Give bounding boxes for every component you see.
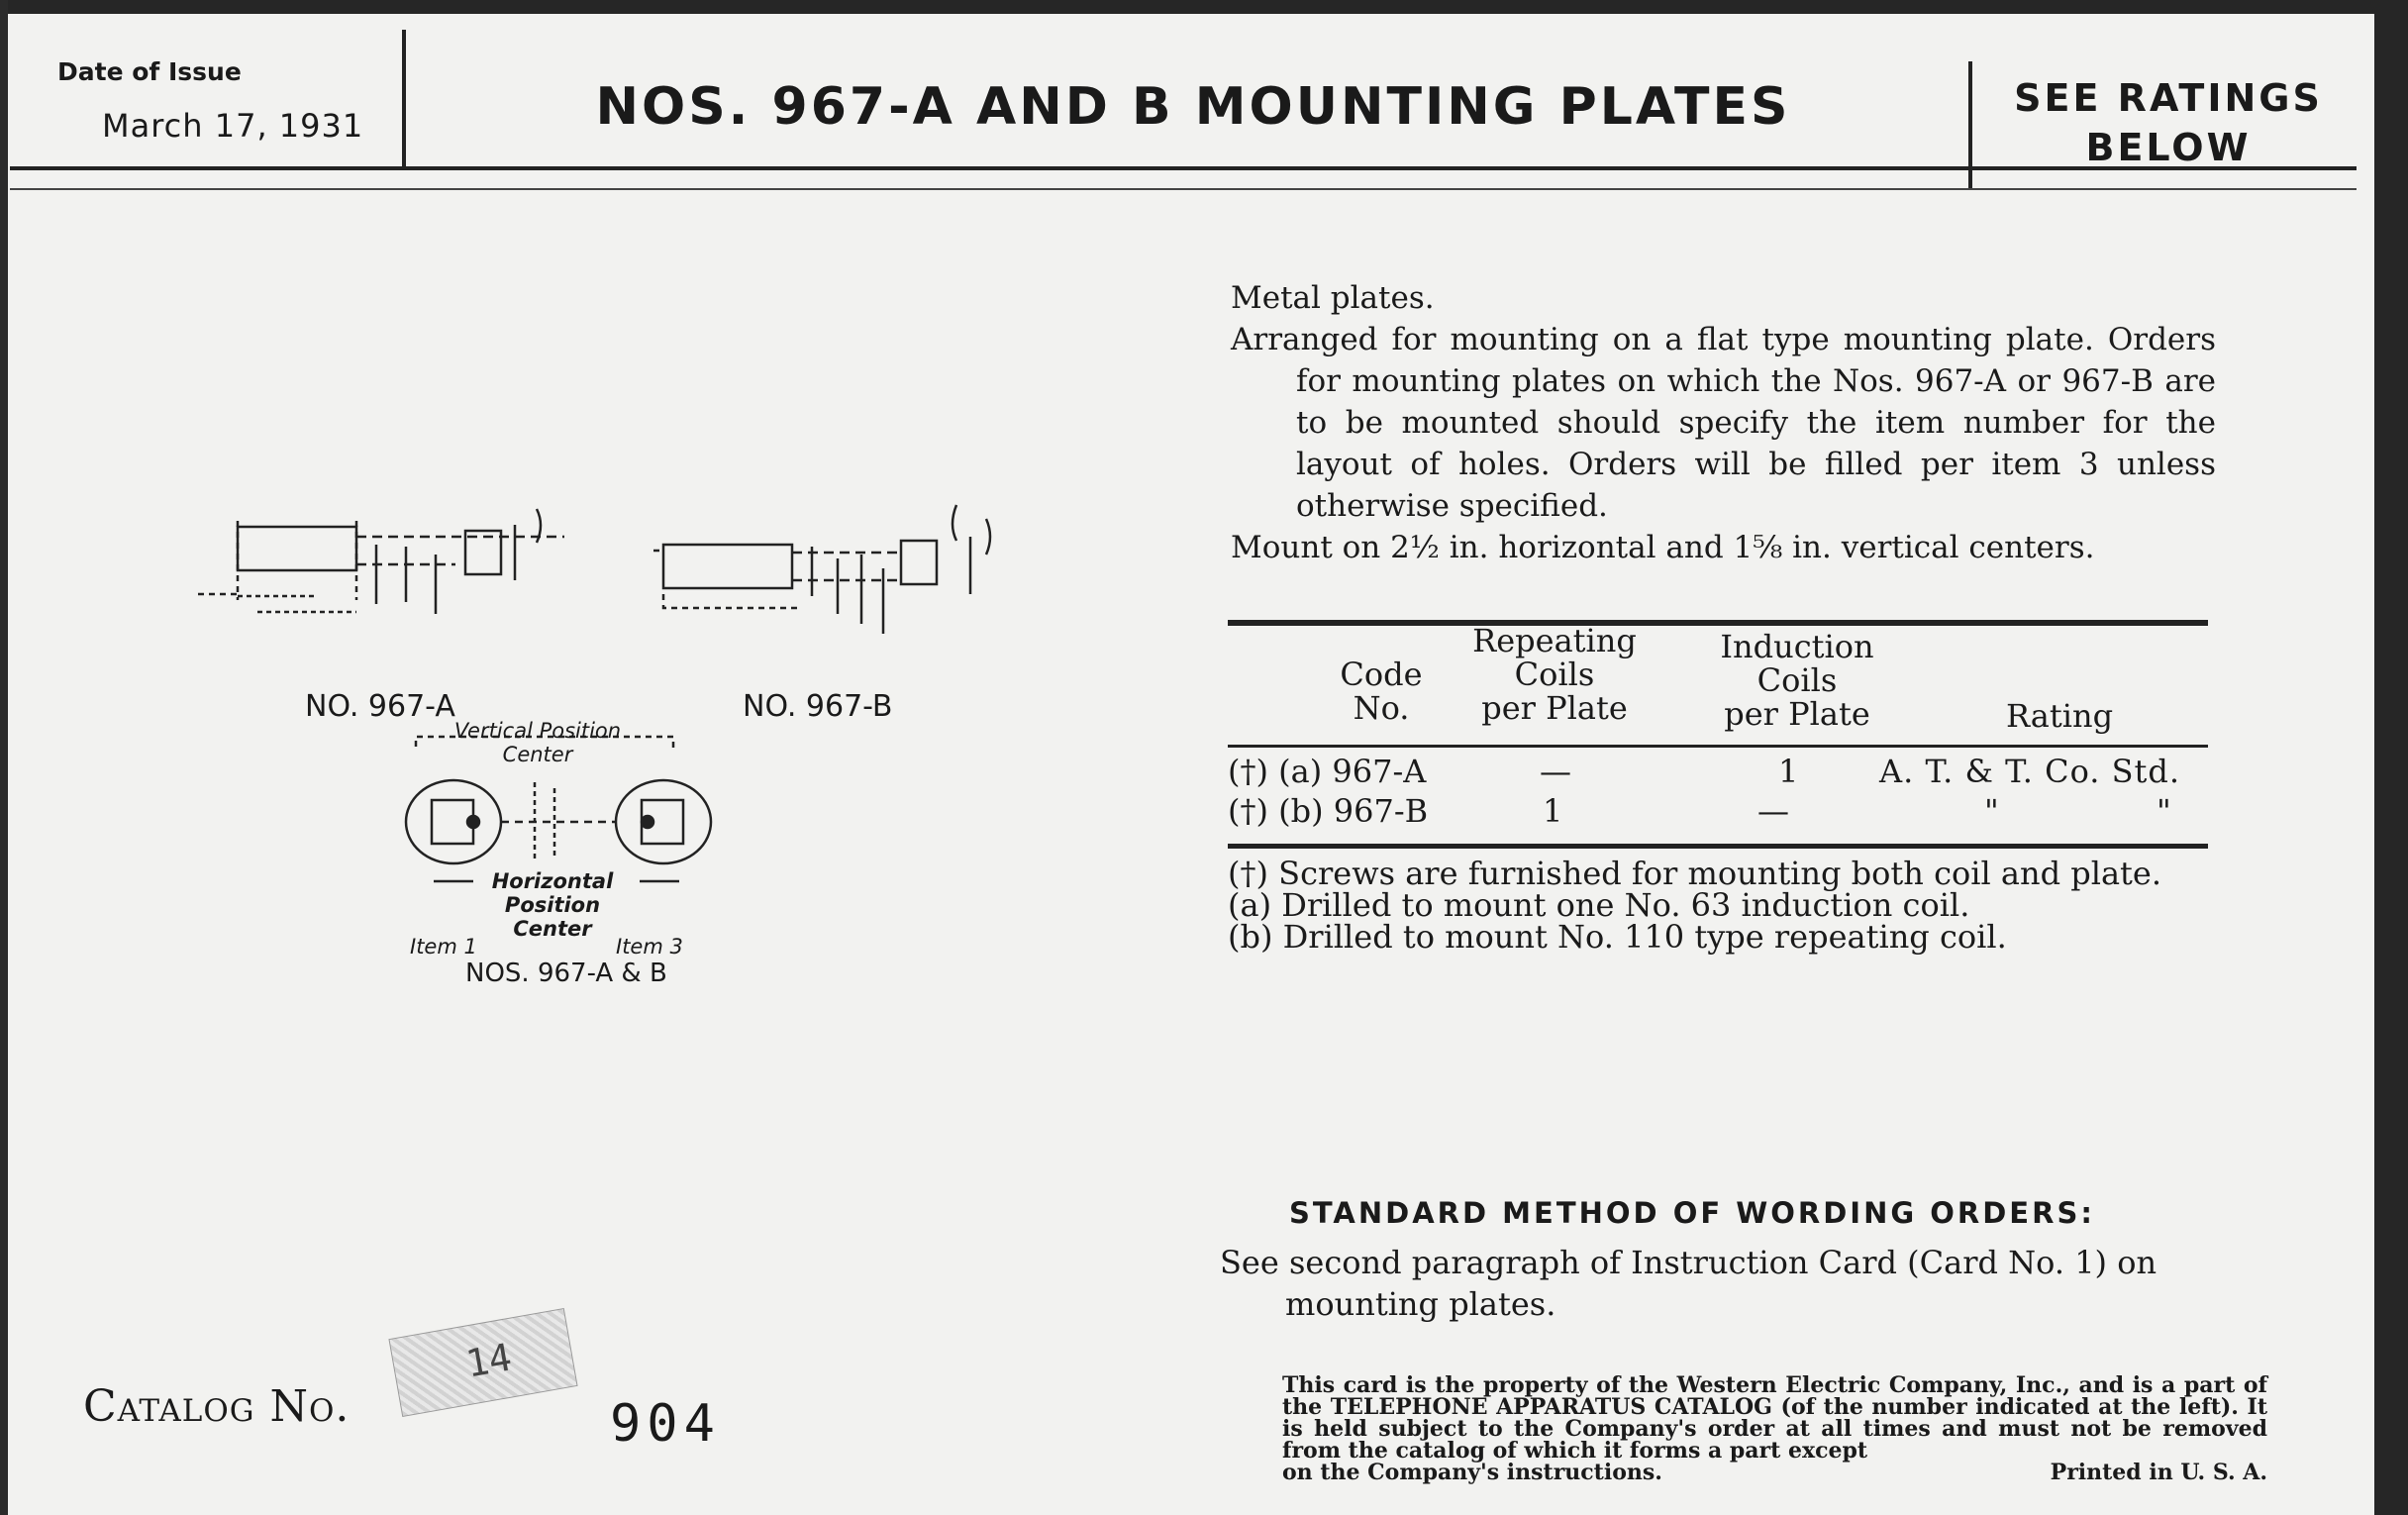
catalog-stamp-text: 14 [462,1335,515,1386]
vertical-position-center-label [434,719,642,766]
see-ratings-note [1980,73,2357,172]
note-b: (b) Drilled to mount No. 110 type repeating coil. [1228,918,2007,956]
table-rule-bottom [1228,844,2208,849]
row1-code: (†) (a) 967-A [1228,753,1427,790]
issue-date: March 17, 1931 [102,107,364,145]
row2-repeating: 1 [1543,792,1563,830]
fine-print-last-line [1282,1462,2267,1483]
note-a: (a) Drilled to mount one No. 63 induction coil. [1228,886,1970,924]
horizontal-line1: Horizontal [491,869,614,893]
header-repeating-line3: per Plate [1481,689,1628,727]
header-code [1317,657,1446,725]
description-p1: Metal plates. [1231,280,1435,316]
row2-rating-ditto-2: " [2157,792,2171,830]
header-induction [1698,630,1896,731]
description [1231,277,2216,568]
header-induction-line3: per Plate [1724,695,1870,733]
label-967a: NO. 967-A [305,689,455,724]
horizontal-position-center-label [483,869,622,941]
mounting-plate-drawing [168,485,1040,1020]
see-ratings-line1: SEE RATINGS [2014,76,2323,120]
standard-method-heading: STANDARD METHOD OF WORDING ORDERS: [1289,1196,2095,1230]
header-repeating [1455,624,1654,725]
fine-print-text: This card is the property of the Western Electric Company, Inc., and is a part of the TELEPHONE APPARATUS CATALOG (of the number indicated at the left). It is held subject to the Company's order at all times and must not be removed from the catalog of which it forms a part except [1282,1372,2267,1464]
standard-method-paragraph: See second paragraph of Instruction Card (Card No. 1) on mounting plates. [1220,1244,2157,1323]
fine-print [1282,1374,2267,1483]
table-notes [1228,855,2218,956]
printed-in-usa: Printed in U. S. A. [2050,1460,2267,1485]
vertical-line1: Vertical Position [453,719,622,743]
header-induction-line2: Coils [1756,661,1838,699]
label-967b: NO. 967-B [743,689,893,724]
horizontal-line2: Position [504,893,601,917]
row2-rating-ditto: " [1984,792,1999,830]
page-title: NOS. 967-A AND B MOUNTING PLATES [595,77,1791,137]
header-induction-line1: Induction [1720,628,1874,665]
header-repeating-line1: Repeating [1472,622,1637,659]
label-967-a-and-b: NOS. 967-A & B [465,959,667,988]
standard-method-text [1220,1242,2210,1325]
note-dagger: (†) Screws are furnished for mounting both coil and plate. [1228,855,2161,892]
see-ratings-line2: BELOW [2085,126,2252,169]
item1-label: Item 1 [410,935,477,959]
item3-label: Item 3 [616,935,683,959]
catalog-number: 904 [610,1394,721,1454]
row1-repeating: — [1540,753,1571,790]
header-rule-lower [10,188,2357,190]
row2-induction: — [1757,792,1789,830]
scan-border-top [0,0,2408,14]
table-rule-mid [1228,745,2208,748]
scan-border-left [0,0,8,1515]
row2-code: (†) (b) 967-B [1228,792,1429,830]
catalog-stamp [388,1308,577,1417]
description-p3: Mount on 2½ in. horizontal and 1⅝ in. vertical centers. [1231,530,2095,565]
horizontal-line3: Center [513,917,592,941]
header-code-line2: No. [1353,689,1410,727]
description-p2: Arranged for mounting on a flat type mounting plate. Orders for mounting plates on which the Nos. 967-A or 967-B are to be mounted should specify the item number for the layout of holes. Orders will be filled per item 3 unless otherwise specified. [1231,322,2216,524]
catalog-label: Catalog No. [83,1381,351,1432]
header-repeating-line2: Coils [1514,656,1595,693]
row1-rating: A. T. & T. Co. Std. [1879,753,2181,790]
vertical-line2: Center [502,743,573,766]
issue-label: Date of Issue [57,57,242,86]
header-divider-left [402,30,406,168]
table-rule-top [1228,620,2208,626]
plate-967b-outline [653,505,990,634]
plate-967a-outline [198,509,564,614]
header-rating: Rating [2005,697,2114,735]
row1-induction: 1 [1778,753,1799,790]
scan-border-right [2374,0,2408,1515]
header-code-line1: Code [1340,656,1423,693]
fine-print-instructions: on the Company's instructions. [1282,1460,1662,1485]
